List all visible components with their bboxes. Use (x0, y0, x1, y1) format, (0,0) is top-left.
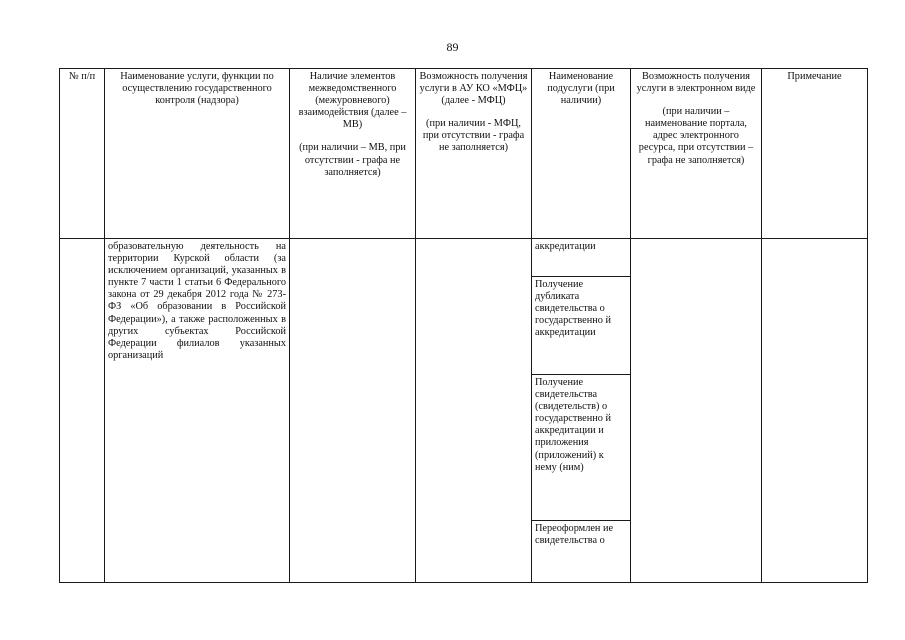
header-mfc-main: Возможность получения услуги в АУ КО «МФЦ» (далее - МФЦ) (419, 71, 528, 107)
header-subservice (532, 69, 631, 239)
header-service-name (105, 69, 290, 239)
header-electronic-main: Возможность получения услуги в электронном виде (636, 71, 756, 95)
header-electronic (631, 69, 762, 239)
cell-remark (762, 239, 868, 583)
cell-service-name: образовательную деятельность на территории Курской области (за исключением организаций, указанных в пункте 7 части 1 статьи 6 Федерального закона от 29 декабря 2012 года № 273-ФЗ «Об образовании в Российской Федерации»), а также расположенных в других субъектах Российской Федерации филиалов указанных организаций (105, 239, 290, 583)
header-mv-note: (при наличии – МВ, при отсутствии - графа не заполняется) (299, 142, 406, 178)
subservice-item: Получение дубликата свидетельства о государственно й аккредитации (532, 276, 630, 374)
header-electronic-note: (при наличии – наименование портала, адрес электронного ресурса, при отсутствии – графа не заполняется) (638, 106, 754, 166)
table-header-row (60, 69, 868, 239)
header-mfc-note: (при наличии - МФЦ, при отсутствии - графа не заполняется) (422, 118, 525, 154)
subservice-item: аккредитации (535, 241, 596, 252)
subservice-list (532, 239, 630, 582)
cell-num (60, 239, 105, 583)
table-row (60, 239, 868, 583)
cell-mfc (416, 239, 532, 583)
page-number: 89 (446, 40, 459, 54)
header-mv (290, 69, 416, 239)
header-remark (762, 69, 868, 239)
header-mfc (416, 69, 532, 239)
cell-subservices (532, 239, 631, 583)
subservice-item: Переоформлен ие свидетельства о (532, 520, 630, 582)
header-num (60, 69, 105, 239)
header-mv-main: Наличие элементов межведомственного (межуровневого) взаимодействия (далее – МВ) (298, 71, 407, 131)
services-table (59, 68, 868, 583)
cell-electronic (631, 239, 762, 583)
header-subservice-text: Наименование подуслуги (при наличии) (547, 71, 615, 107)
header-num-text: № п/п (68, 71, 96, 82)
header-service-name-text: Наименование услуги, функции по осуществлению государственного контроля (надзора) (120, 71, 274, 107)
header-remark-text: Примечание (787, 71, 842, 82)
subservice-item: Получение свидетельства (свидетельств) о государственно й аккредитации и приложения (приложений) к нему (ним) (532, 374, 630, 520)
cell-mv (290, 239, 416, 583)
